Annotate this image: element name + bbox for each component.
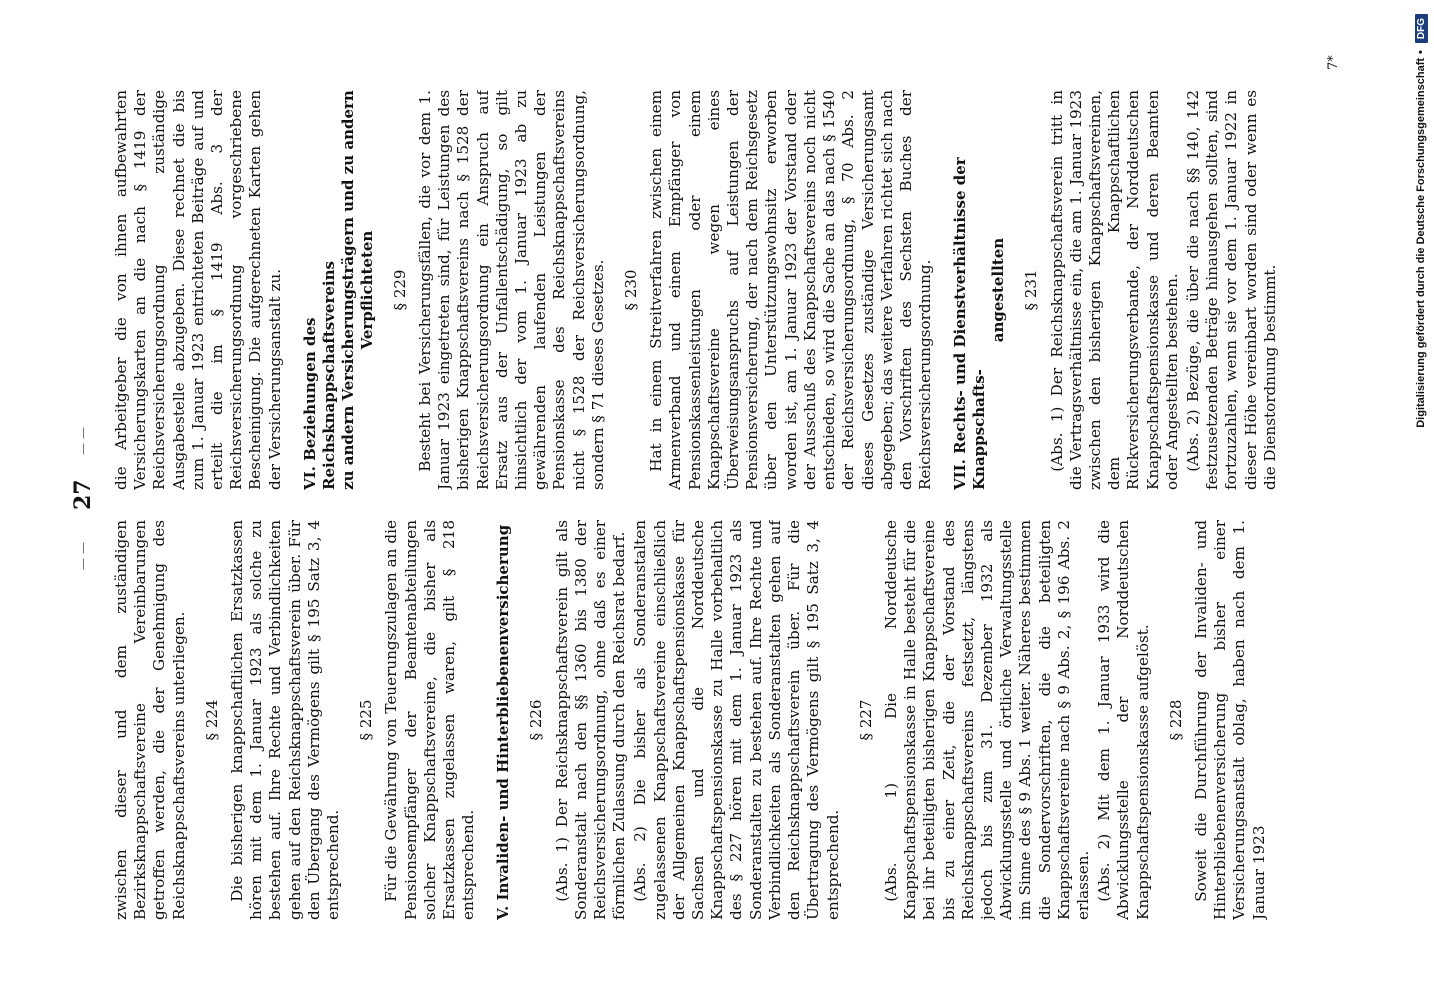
section-heading-225: § 225 <box>357 699 376 741</box>
paragraph-227-abs1: (Abs. 1) Die Norddeutsche Knappschaftspensionskasse in Halle besteht für die bei ihr beteiligten bisherigen Knappschaftsvereine bis zu einer Zeit, die der Vorstand des Reichsknappschaftsvereins festsetzt, längstens jedoch bis zum 31. Dezember 1932 als Abwicklungsstelle und örtliche Verwaltungsstelle im Sinne des § 9 Abs. 1 weiter. Näheres bestimmen die Sondervorschriften, die die beteiligten Knappschaftsvereine nach § 9 Abs. 2, § 196 Abs. 2 erlassen. <box>881 520 1092 920</box>
left-column <box>112 520 1312 920</box>
section-heading-230: § 230 <box>622 269 641 311</box>
dfg-logo: DFG <box>1415 14 1428 43</box>
paragraph-231-abs1: (Abs. 1) Der Reichsknappschaftsverein tritt in die Vertragsverhältnisse ein, die am 1. Januar 1923 zwischen den bisherigen Knappschaftsvereinen, dem Knappschaftlichen Rückversicherungsverbande, der Norddeutschen Knappschaftspensionskasse und deren Beamten oder Angestellten bestehen. <box>1047 90 1181 490</box>
chapter-heading-vii-line1: VII. Rechts- und Dienstverhältnisse der Knappschafts- <box>951 157 989 490</box>
paragraph-224: Die bisherigen knappschaftlichen Ersatzkassen hören mit dem 1. Januar 1923 als solche zu bestehen auf. Ihre Rechte und Verbindlichkeiten gehen auf den Reichsknappschaftsverein über. Für den Übergang des Vermögens gilt § 195 Satz 3, 4 entsprechend. <box>228 520 343 920</box>
credit-text: Digitalisierung gefördert durch die Deutsche Forschungsgemeinschaft <box>1415 57 1427 428</box>
chapter-heading-vii <box>951 90 1008 490</box>
paragraph-227-abs2: (Abs. 2) Mit dem 1. Januar 1933 wird die Abwicklungsstelle der Norddeutschen Knappschaftspensionskasse aufgelöst. <box>1095 520 1152 920</box>
section-heading-226: § 226 <box>527 699 546 741</box>
chapter-heading-vi <box>301 90 377 490</box>
paragraph-229: Besteht bei Versicherungsfällen, die vor dem 1. Januar 1923 eingetreten sind, für Leistungen des bisherigen Knappschaftsvereins nach § 1528 der Reichsversicherungsordnung ein Anspruch auf Ersatz aus der Unfallentschädigung, so gilt hinsichtlich der vom 1. Januar 1923 ab zu gewährenden laufenden Leistungen der Pensionskasse des Reichsknappschaftsvereins nicht § 1528 der Reichsversicherungsordnung, sondern § 71 dieses Gesetzes. <box>416 90 607 490</box>
section-heading-229: § 229 <box>390 269 409 311</box>
signature-mark: 7* <box>1326 55 1341 70</box>
chapter-heading-vi-line2: zu andern Versicherungsträgern und zu andern Verpflichteten <box>338 90 376 490</box>
right-column <box>112 90 1312 490</box>
page-number: 27 <box>70 479 96 510</box>
digitization-credit <box>1410 0 1432 1000</box>
chapter-heading-vi-line1: VI. Beziehungen des Reichsknappschaftsvereins <box>300 261 338 490</box>
section-heading-224: § 224 <box>202 699 221 741</box>
section-heading-228: § 228 <box>1166 699 1185 741</box>
credit-separator: • <box>1415 50 1427 54</box>
chapter-heading-v: V. Invaliden- und Hinterbliebenenversicherung <box>494 524 513 920</box>
paragraph-226-abs1: (Abs. 1) Der Reichsknappschaftsverein gilt als Sonderanstalt nach den §§ 1360 bis 1380 der Reichsversicherungsordnung, ohne daß es einer förmlichen Zulassung durch den Reichsrat bedarf. <box>552 520 629 920</box>
paragraph-226-abs2: (Abs. 2) Die bisher als Sonderanstalten zugelassenen Knappschaftsvereine einschließlich der Allgemeinen Knappschaftspensionskasse für Sachsen und die Norddeutsche Knappschaftspensionskasse zu Halle vorbehaltlich des § 227 hören mit dem 1. Januar 1923 als Sonderanstalten zu bestehen auf. Ihre Rechte und Verbindlichkeiten als Sonderanstalten gehen auf den Reichsknappschaftsverein über. Für die Übertragung des Vermögens gilt § 195 Satz 3, 4 entsprechend. <box>631 520 842 920</box>
header-dash-right: — — <box>76 427 90 455</box>
paragraph-231-abs2: (Abs. 2) Bezüge, die über die nach §§ 140, 142 festzusetzenden Beträge hinausgehen sollten, sind fortzuzahlen, wenn sie vor dem 1. Januar 1922 in dieser Höhe vereinbart worden sind oder wenn es die Dienstordnung bestimmt. <box>1183 90 1279 490</box>
header-dash-left: — — <box>76 542 90 570</box>
chapter-heading-vii-line2: angestellten <box>989 237 1008 343</box>
paragraph-225: Für die Gewährung von Teuerungszulagen an die Pensionsempfänger der Beamtenabteilungen solcher Knappschaftsvereine, die bisher als Ersatzkassen zugelassen waren, gilt § 218 entsprechend. <box>382 520 478 920</box>
section-heading-231: § 231 <box>1022 269 1041 311</box>
paragraph: die Arbeitgeber die von ihnen aufbewahrten Versicherungskarten an die nach § 1419 der Reichsversicherungsordnung zuständige Ausgabestelle abzugeben. Diese rechnet die bis zum 1. Januar 1923 entrichteten Beiträge auf und erteilt die im § 1419 Abs. 3 der Reichsversicherungsordnung vorgeschriebene Bescheinigung. Die aufgerechneten Karten gehen der Versicherungsanstalt zu. <box>112 90 284 490</box>
paragraph: zwischen dieser und dem zuständigen Bezirksknappschaftsvereine Vereinbarungen getroffen werden, die der Genehmigung des Reichsknappschaftsvereins unterliegen. <box>112 520 188 920</box>
paragraph-230: Hat in einem Streitverfahren zwischen einem Armenverband und einem Empfänger von Pensionskassenleistungen oder einem Knappschaftsvereine wegen eines Überweisungsanspruchs auf Leistungen der Pensionsversicherung, der nach dem Reichsgesetz über den Unterstützungswohnsitz erworben worden ist, am 1. Januar 1923 der Vorstand oder der Ausschuß des Knappschaftsvereins noch nicht entschieden, so wird die Sache an das nach § 1540 der Reichsversicherungsordnung, § 70 Abs. 2 dieses Gesetzes zuständige Versicherungsamt abgegeben; das weitere Verfahren richtet sich nach den Vorschriften des Sechsten Buches der Reichsversicherungsordnung. <box>647 90 935 490</box>
paragraph-228: Soweit die Durchführung der Invaliden- und Hinterbliebenenversicherung bisher einer Versicherungsanstalt oblag, haben nach dem 1. Januar 1923 <box>1191 520 1268 920</box>
section-heading-227: § 227 <box>856 699 875 741</box>
